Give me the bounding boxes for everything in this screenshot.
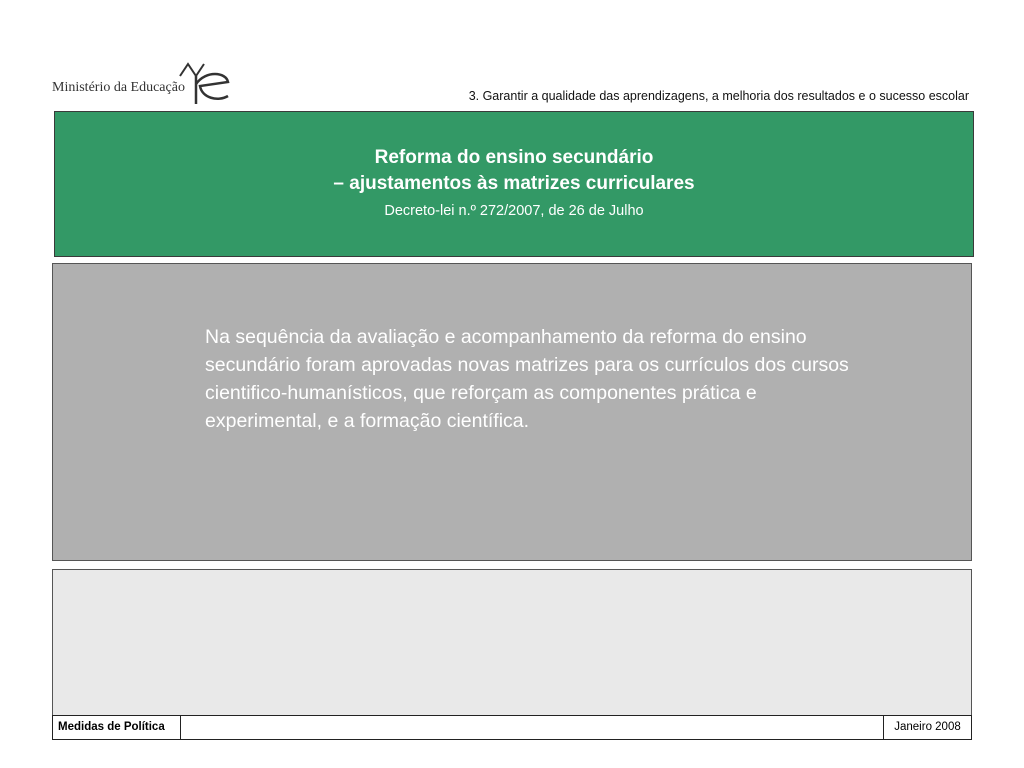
decree-subtitle: Decreto-lei n.º 272/2007, de 26 de Julho <box>384 203 644 219</box>
footer-bar <box>52 715 972 740</box>
footer-section-label: Medidas de Política <box>53 716 181 739</box>
content-panel <box>52 263 972 561</box>
ministry-logo <box>52 62 242 106</box>
me-logo-icon <box>178 62 234 106</box>
title-banner <box>54 111 974 257</box>
header-caption: 3. Garantir a qualidade das aprendizagens, a melhoria dos resultados e o sucesso escolar <box>468 89 969 103</box>
notes-panel <box>52 569 972 716</box>
footer-date: Janeiro 2008 <box>883 716 971 739</box>
content-paragraph: Na sequência da avaliação e acompanhamento da reforma do ensino secundário foram aprovadas novas matrizes para os currículos dos cursos cientifico-humanísticos, que reforçam as componentes prática e experimental, e a formação científica. <box>205 326 849 432</box>
logo-text: Ministério da Educação <box>52 80 185 95</box>
title-line-1: Reforma do ensino secundário <box>374 147 654 168</box>
title-line-2: – ajustamentos às matrizes curriculares <box>333 173 695 194</box>
